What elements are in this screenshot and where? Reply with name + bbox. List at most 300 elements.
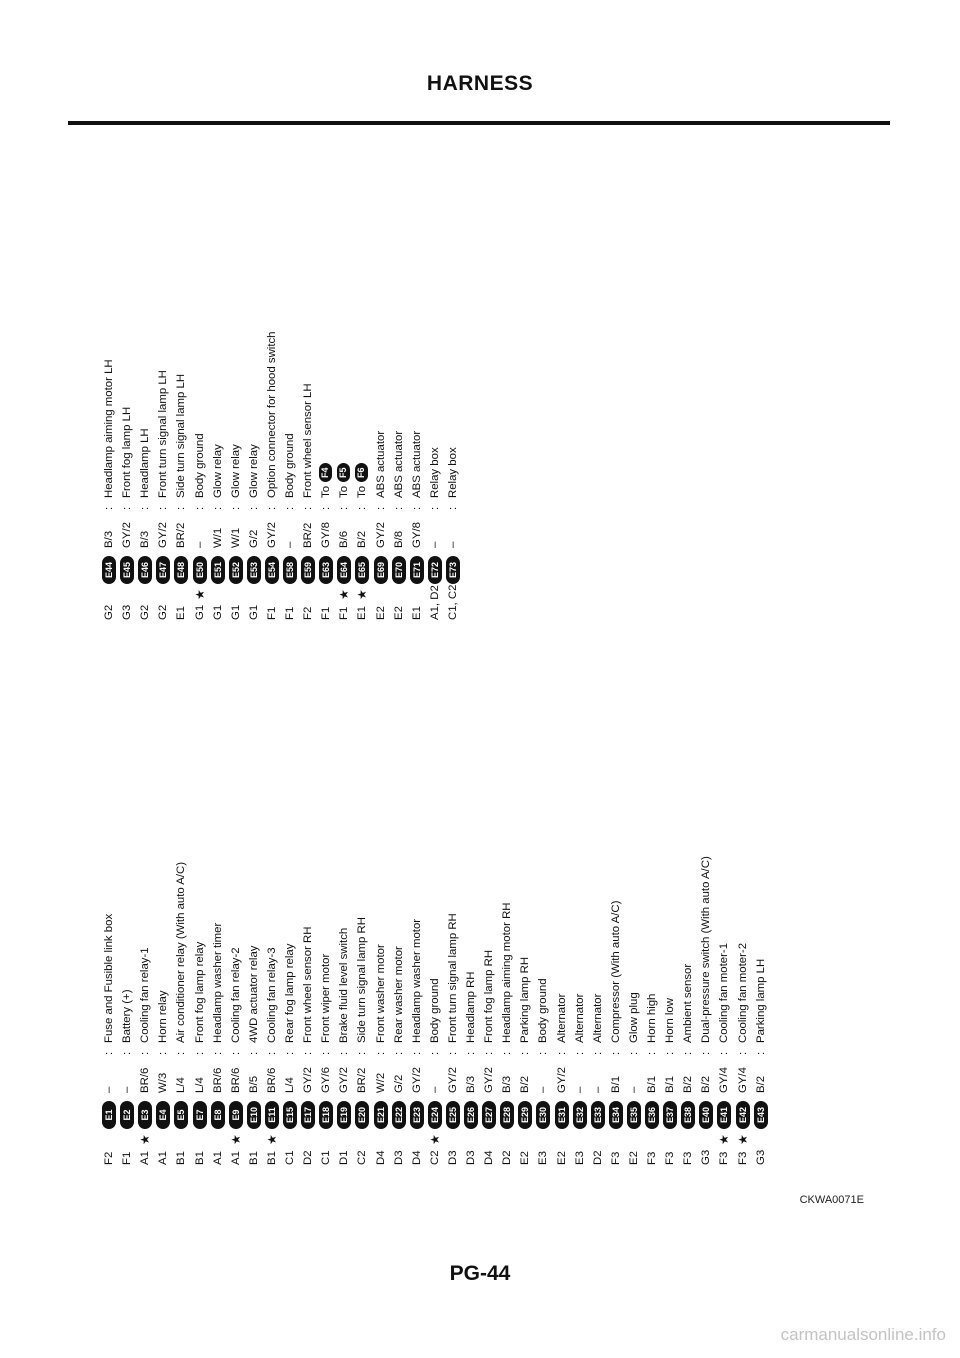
separator: : bbox=[374, 506, 387, 510]
connector-row bbox=[444, 745, 462, 1165]
grid-location: D4 bbox=[374, 1150, 387, 1165]
connector-badge: E51 bbox=[211, 556, 225, 584]
connector-badge: E48 bbox=[174, 556, 188, 584]
grid-location: F3 bbox=[664, 1151, 677, 1165]
description-text: Cooling fan relay-1 bbox=[139, 947, 152, 1043]
wire-color-pins: – bbox=[627, 1086, 640, 1093]
description-text: Cooling fan moter-2 bbox=[736, 942, 749, 1043]
grid-location: E2 bbox=[627, 1151, 640, 1165]
wire-color-pins: GY/8 bbox=[320, 522, 333, 548]
connector-badge: E28 bbox=[500, 1101, 514, 1129]
grid-location: G2 bbox=[157, 604, 170, 620]
separator: : bbox=[519, 1051, 532, 1055]
separator: : bbox=[338, 506, 351, 510]
wire-color-pins: GY/6 bbox=[320, 1067, 333, 1093]
connector-badge: E70 bbox=[392, 556, 406, 584]
star-icon: ★ bbox=[264, 1134, 279, 1145]
description-text: Headlamp washer timer bbox=[211, 922, 224, 1043]
connector-badge: E15 bbox=[283, 1101, 297, 1129]
connector-row bbox=[426, 745, 444, 1165]
connector-description bbox=[353, 463, 371, 498]
separator: : bbox=[211, 506, 224, 510]
description-text: Air conditioner relay (With auto A/C) bbox=[175, 861, 188, 1043]
description-text: Front fog lamp LH bbox=[121, 406, 134, 498]
connector-badge: E26 bbox=[464, 1101, 478, 1129]
description-text: Headlamp washer motor bbox=[410, 918, 423, 1043]
description-text: Front fog lamp relay bbox=[193, 941, 206, 1043]
grid-location: D2 bbox=[591, 1150, 604, 1165]
connector-badge: E30 bbox=[536, 1101, 550, 1129]
separator: : bbox=[718, 1051, 731, 1055]
separator: : bbox=[103, 506, 115, 510]
connector-row bbox=[390, 200, 408, 620]
harness-ref-badge: F5 bbox=[337, 463, 350, 482]
connector-description bbox=[281, 433, 299, 498]
harness-ref-badge: F4 bbox=[319, 463, 332, 482]
connector-badge: E2 bbox=[120, 1101, 134, 1129]
description-text: Glow plug bbox=[627, 992, 640, 1043]
connector-description bbox=[661, 998, 679, 1043]
separator: : bbox=[465, 1051, 477, 1055]
connector-badge: E47 bbox=[156, 556, 170, 584]
connector-badge: E18 bbox=[319, 1101, 333, 1129]
wire-color-pins: – bbox=[121, 1086, 134, 1093]
description-text: ABS actuator bbox=[410, 430, 423, 498]
separator: : bbox=[121, 1051, 134, 1055]
connector-description bbox=[480, 950, 498, 1043]
connector-badge: E21 bbox=[374, 1101, 388, 1129]
connector-row bbox=[245, 745, 263, 1165]
description-text: Front wheel sensor LH bbox=[302, 383, 315, 498]
description-text: Horn low bbox=[664, 998, 677, 1043]
description-text: Ambient sensor bbox=[682, 963, 695, 1043]
connector-row bbox=[498, 745, 516, 1165]
connector-row bbox=[335, 200, 353, 620]
description-text: To bbox=[338, 485, 351, 498]
separator: : bbox=[247, 506, 260, 510]
connector-badge: E63 bbox=[319, 556, 333, 584]
wire-color-pins: B/6 bbox=[338, 530, 351, 548]
grid-location: D3 bbox=[392, 1150, 405, 1165]
connector-row bbox=[426, 200, 444, 620]
separator: : bbox=[193, 506, 206, 510]
grid-location: E3 bbox=[573, 1151, 586, 1165]
grid-location: F1 bbox=[320, 606, 333, 620]
connector-description bbox=[172, 862, 190, 1043]
separator: : bbox=[211, 1051, 224, 1055]
grid-location: D4 bbox=[483, 1150, 496, 1165]
description-text: Headlamp LH bbox=[139, 428, 152, 498]
star-icon: ★ bbox=[337, 589, 352, 600]
grid-location: F3 bbox=[609, 1151, 622, 1165]
separator: : bbox=[501, 1051, 514, 1055]
grid-location: C2 bbox=[356, 1150, 369, 1165]
description-text: ABS actuator bbox=[374, 430, 387, 498]
wire-color-pins: B/1 bbox=[664, 1075, 677, 1093]
description-text: To bbox=[356, 485, 369, 498]
grid-location: G2 bbox=[103, 604, 115, 620]
connector-row bbox=[571, 745, 589, 1165]
separator: : bbox=[139, 506, 152, 510]
separator: : bbox=[537, 1051, 550, 1055]
connector-row bbox=[534, 745, 552, 1165]
grid-location: A1 bbox=[229, 1151, 242, 1165]
separator: : bbox=[392, 506, 405, 510]
grid-location: G1 bbox=[247, 604, 260, 620]
connector-row bbox=[281, 745, 299, 1165]
connector-description bbox=[245, 946, 263, 1044]
wire-color-pins: GY/2 bbox=[446, 1067, 459, 1093]
wire-color-pins: B/2 bbox=[519, 1075, 532, 1093]
connector-badge: E65 bbox=[355, 556, 369, 584]
grid-location: E3 bbox=[537, 1151, 550, 1165]
connector-description bbox=[462, 971, 480, 1043]
connector-badge: E34 bbox=[609, 1101, 623, 1129]
wire-color-pins: GY/2 bbox=[374, 522, 387, 548]
connector-badge: E71 bbox=[410, 556, 424, 584]
wire-color-pins: – bbox=[591, 1086, 604, 1093]
connector-badge: E11 bbox=[265, 1101, 279, 1129]
connector-badge: E73 bbox=[446, 556, 460, 584]
separator: : bbox=[627, 1051, 640, 1055]
grid-location: D3 bbox=[446, 1150, 459, 1165]
wire-color-pins: L/4 bbox=[175, 1077, 188, 1093]
star-icon: ★ bbox=[192, 589, 207, 600]
connector-row bbox=[372, 200, 390, 620]
description-text: Front wiper motor bbox=[320, 953, 333, 1043]
connector-badge: E35 bbox=[627, 1101, 641, 1129]
connector-row bbox=[643, 745, 661, 1165]
grid-location: E1 bbox=[175, 606, 188, 620]
connector-description bbox=[209, 444, 227, 498]
connector-description bbox=[408, 919, 426, 1043]
wire-color-pins: – bbox=[537, 1086, 550, 1093]
connector-description bbox=[607, 901, 625, 1043]
connector-row bbox=[353, 745, 371, 1165]
description-text: Headlamp aiming motor LH bbox=[103, 359, 115, 498]
separator: : bbox=[609, 1051, 622, 1055]
connector-badge: E25 bbox=[446, 1101, 460, 1129]
description-text: Alternator bbox=[591, 993, 604, 1043]
description-text: ABS actuator bbox=[392, 430, 405, 498]
wire-color-pins: GY/2 bbox=[157, 522, 170, 548]
connector-row bbox=[697, 745, 715, 1165]
separator: : bbox=[229, 506, 242, 510]
connector-row bbox=[390, 745, 408, 1165]
connector-description bbox=[317, 954, 335, 1043]
description-text: Horn high bbox=[646, 993, 658, 1043]
wire-color-pins: B/3 bbox=[465, 1075, 477, 1093]
connector-badge: E58 bbox=[283, 556, 297, 584]
separator: : bbox=[428, 1051, 441, 1055]
description-text: Front wheel sensor RH bbox=[302, 926, 315, 1043]
connector-badge: E7 bbox=[193, 1101, 207, 1129]
connector-row bbox=[227, 745, 245, 1165]
connector-row bbox=[408, 200, 426, 620]
connector-row bbox=[335, 745, 353, 1165]
wire-color-pins: B/1 bbox=[609, 1075, 622, 1093]
connector-description bbox=[136, 947, 154, 1043]
grid-location: G1 bbox=[193, 604, 206, 620]
grid-location: F1 bbox=[121, 1151, 134, 1165]
separator: : bbox=[410, 1051, 423, 1055]
description-text: Relay box bbox=[446, 447, 459, 498]
wire-color-pins: – bbox=[573, 1086, 586, 1093]
connector-badge: E5 bbox=[174, 1101, 188, 1129]
connector-description bbox=[516, 957, 534, 1043]
grid-location: C1 bbox=[320, 1150, 333, 1165]
connector-row bbox=[209, 745, 227, 1165]
separator: : bbox=[446, 506, 459, 510]
connector-description bbox=[390, 431, 408, 498]
connector-description bbox=[571, 994, 589, 1043]
connector-badge: E4 bbox=[156, 1101, 170, 1129]
connector-description bbox=[136, 428, 154, 498]
connector-badge: E40 bbox=[699, 1101, 713, 1129]
wire-color-pins: – bbox=[428, 1086, 441, 1093]
grid-location: C2 bbox=[428, 1150, 441, 1165]
connector-row bbox=[752, 745, 770, 1165]
connector-badge: E69 bbox=[374, 556, 388, 584]
separator: : bbox=[446, 1051, 459, 1055]
wire-color-pins: GY/2 bbox=[121, 522, 134, 548]
wire-color-pins: L/4 bbox=[284, 1077, 296, 1093]
connector-row bbox=[299, 745, 317, 1165]
connector-row bbox=[191, 745, 209, 1165]
grid-location: E2 bbox=[392, 606, 405, 620]
separator: : bbox=[754, 1051, 767, 1055]
wire-color-pins: B/2 bbox=[754, 1075, 767, 1093]
separator: : bbox=[736, 1051, 749, 1055]
connector-row bbox=[136, 200, 154, 620]
description-text: Front washer motor bbox=[374, 944, 387, 1043]
connector-badge: E3 bbox=[138, 1101, 152, 1129]
wire-color-pins: GY/4 bbox=[736, 1067, 749, 1093]
wire-color-pins: B/8 bbox=[392, 530, 405, 548]
connector-description bbox=[390, 946, 408, 1043]
connector-description bbox=[444, 447, 462, 498]
page-number: PG-44 bbox=[449, 1262, 511, 1285]
watermark: carmanualsonline.info bbox=[780, 1325, 946, 1344]
separator: : bbox=[664, 1051, 677, 1055]
connector-row bbox=[516, 745, 534, 1165]
connector-badge: E43 bbox=[754, 1101, 768, 1129]
connector-row bbox=[372, 745, 390, 1165]
connector-row bbox=[679, 745, 697, 1165]
grid-location: F1 bbox=[338, 606, 351, 620]
separator: : bbox=[229, 1051, 242, 1055]
connector-badge: E52 bbox=[229, 556, 243, 584]
grid-location: E1 bbox=[410, 606, 423, 620]
connector-description bbox=[154, 990, 172, 1043]
wire-color-pins: W/3 bbox=[157, 1072, 170, 1093]
connector-badge: E36 bbox=[645, 1101, 659, 1129]
connector-row bbox=[480, 745, 498, 1165]
connector-description bbox=[553, 994, 571, 1043]
wire-color-pins: – bbox=[446, 541, 459, 548]
grid-location: F3 bbox=[736, 1151, 749, 1165]
connector-row bbox=[317, 745, 335, 1165]
wire-color-pins: GY/2 bbox=[483, 1067, 496, 1093]
connector-description bbox=[227, 444, 245, 498]
grid-location: G3 bbox=[754, 1149, 767, 1165]
connector-description bbox=[191, 942, 209, 1043]
connector-row bbox=[118, 745, 136, 1165]
connector-description bbox=[697, 856, 715, 1043]
wire-color-pins: GY/2 bbox=[410, 1067, 423, 1093]
grid-location: G3 bbox=[700, 1149, 713, 1165]
connector-description bbox=[118, 407, 136, 498]
wire-color-pins: L/4 bbox=[193, 1077, 206, 1093]
connector-badge: E27 bbox=[482, 1101, 496, 1129]
grid-location: F3 bbox=[682, 1151, 695, 1165]
connector-row bbox=[607, 745, 625, 1165]
connector-badge: E41 bbox=[717, 1101, 731, 1129]
wire-color-pins: GY/4 bbox=[718, 1067, 731, 1093]
wire-color-pins: B/2 bbox=[356, 530, 369, 548]
connector-badge: E64 bbox=[337, 556, 351, 584]
connector-row bbox=[209, 200, 227, 620]
grid-location: C1, C2 bbox=[446, 584, 459, 620]
grid-location: G1 bbox=[229, 604, 242, 620]
wire-color-pins: GY/2 bbox=[338, 1067, 351, 1093]
grid-location: A1 bbox=[211, 1151, 224, 1165]
grid-location: A1 bbox=[139, 1151, 152, 1165]
description-text: Body ground bbox=[537, 978, 550, 1043]
separator: : bbox=[356, 506, 369, 510]
separator: : bbox=[284, 1051, 296, 1055]
description-text: Rear washer motor bbox=[392, 946, 405, 1043]
separator: : bbox=[265, 506, 278, 510]
connector-row bbox=[353, 200, 371, 620]
grid-location: A1, D2 bbox=[428, 585, 441, 620]
description-text: Alternator bbox=[555, 993, 568, 1043]
connector-row bbox=[661, 745, 679, 1165]
description-text: 4WD actuator relay bbox=[247, 945, 260, 1043]
connector-badge: E20 bbox=[355, 1101, 369, 1129]
separator: : bbox=[302, 1051, 315, 1055]
wire-color-pins: – bbox=[103, 1086, 115, 1093]
wire-color-pins: – bbox=[193, 541, 206, 548]
wire-color-pins: W/1 bbox=[229, 527, 242, 548]
description-text: To bbox=[320, 485, 333, 498]
connector-description bbox=[281, 944, 299, 1043]
wire-color-pins: GY/2 bbox=[555, 1067, 568, 1093]
connector-description bbox=[263, 331, 281, 498]
description-text: Battery (+) bbox=[121, 989, 134, 1043]
description-text: Compressor (With auto A/C) bbox=[609, 900, 622, 1043]
separator: : bbox=[682, 1051, 695, 1055]
connector-badge: E50 bbox=[193, 556, 207, 584]
wire-color-pins: B/3 bbox=[501, 1075, 514, 1093]
grid-location: B1 bbox=[193, 1151, 206, 1165]
description-text: Fuse and Fusible link box bbox=[103, 913, 115, 1043]
connector-badge: E10 bbox=[247, 1101, 261, 1129]
description-text: Side turn signal lamp RH bbox=[356, 917, 369, 1043]
connector-description bbox=[589, 994, 607, 1043]
wire-color-pins: B/1 bbox=[646, 1075, 658, 1093]
grid-location: F3 bbox=[718, 1151, 731, 1165]
description-text: Glow relay bbox=[229, 444, 242, 498]
separator: : bbox=[646, 1051, 658, 1055]
grid-location: F1 bbox=[284, 606, 296, 620]
separator: : bbox=[193, 1051, 206, 1055]
grid-location: B1 bbox=[247, 1151, 260, 1165]
separator: : bbox=[103, 1051, 115, 1055]
connector-row bbox=[715, 745, 733, 1165]
grid-location: E1 bbox=[356, 606, 369, 620]
description-text: Body ground bbox=[193, 433, 206, 498]
connector-badge: E46 bbox=[138, 556, 152, 584]
connector-description bbox=[172, 374, 190, 498]
connector-description bbox=[625, 992, 643, 1043]
wire-color-pins: G/2 bbox=[247, 529, 260, 548]
wire-color-pins: BR/6 bbox=[265, 1067, 278, 1093]
connector-row bbox=[227, 200, 245, 620]
separator: : bbox=[157, 506, 170, 510]
description-text: Rear fog lamp relay bbox=[284, 943, 296, 1043]
description-text: Alternator bbox=[573, 993, 586, 1043]
connector-row bbox=[281, 200, 299, 620]
connector-row bbox=[263, 200, 281, 620]
star-icon: ★ bbox=[355, 589, 370, 600]
connector-description bbox=[154, 370, 172, 498]
connector-description bbox=[100, 914, 118, 1043]
wire-color-pins: B/3 bbox=[103, 530, 115, 548]
separator: : bbox=[157, 1051, 170, 1055]
grid-location: C1 bbox=[284, 1150, 296, 1165]
separator: : bbox=[555, 1051, 568, 1055]
grid-location: F1 bbox=[265, 606, 278, 620]
description-text: Headlamp RH bbox=[465, 971, 477, 1043]
connector-row bbox=[136, 745, 154, 1165]
connector-description bbox=[426, 447, 444, 498]
connector-row bbox=[444, 200, 462, 620]
connector-badge: E19 bbox=[337, 1101, 351, 1129]
separator: : bbox=[591, 1051, 604, 1055]
connector-row bbox=[553, 745, 571, 1165]
separator: : bbox=[175, 506, 188, 510]
separator: : bbox=[700, 1051, 713, 1055]
wire-color-pins: BR/2 bbox=[302, 522, 315, 548]
wire-color-pins: BR/6 bbox=[211, 1067, 224, 1093]
wire-color-pins: – bbox=[284, 541, 296, 548]
connector-row bbox=[172, 745, 190, 1165]
description-text: Body ground bbox=[428, 978, 441, 1043]
wire-color-pins: W/1 bbox=[211, 527, 224, 548]
connector-badge: E45 bbox=[120, 556, 134, 584]
separator: : bbox=[573, 1051, 586, 1055]
grid-location: D2 bbox=[501, 1150, 514, 1165]
grid-location: B1 bbox=[265, 1151, 278, 1165]
connector-description bbox=[372, 944, 390, 1043]
connector-description bbox=[498, 902, 516, 1043]
connector-description bbox=[263, 947, 281, 1043]
connector-badge: E24 bbox=[428, 1101, 442, 1129]
separator: : bbox=[392, 1051, 405, 1055]
connector-description bbox=[317, 463, 335, 498]
connector-badge: E22 bbox=[392, 1101, 406, 1129]
connector-badge: E17 bbox=[301, 1101, 315, 1129]
wire-color-pins: G/2 bbox=[392, 1074, 405, 1093]
separator: : bbox=[338, 1051, 351, 1055]
wire-color-pins: GY/2 bbox=[265, 522, 278, 548]
star-icon: ★ bbox=[735, 1134, 750, 1145]
connector-description bbox=[227, 947, 245, 1043]
grid-location: D3 bbox=[465, 1150, 477, 1165]
connector-row bbox=[100, 200, 118, 620]
description-text: Front turn signal lamp LH bbox=[157, 370, 170, 498]
